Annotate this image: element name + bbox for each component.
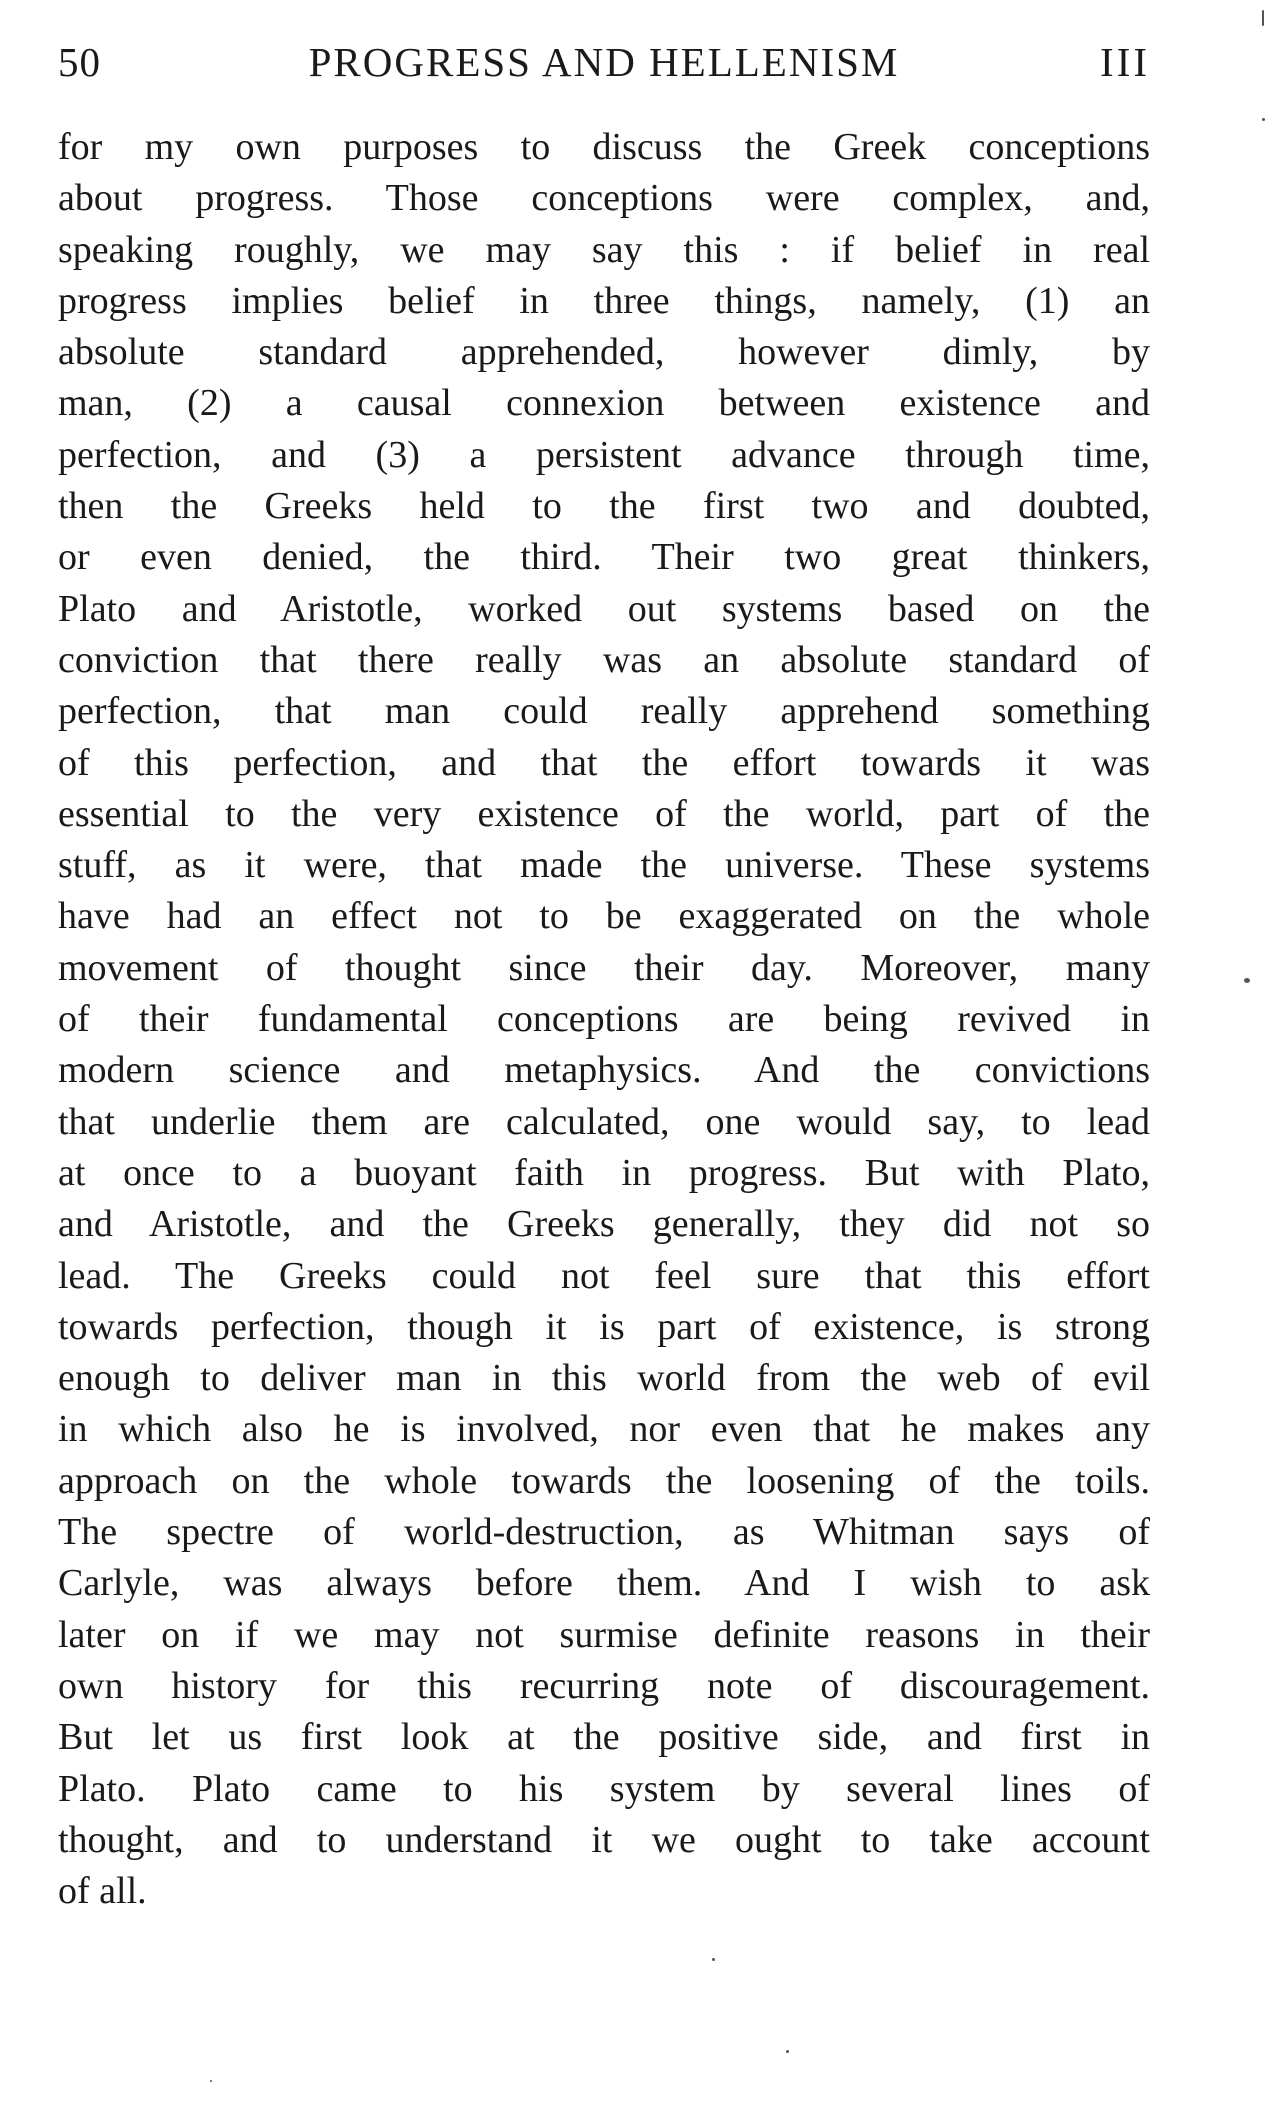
text-line: for my own purposes to discuss the Greek conceptions [58, 126, 1150, 168]
text-line: perfection, that man could really apprehend something [58, 690, 1150, 733]
text-line: Plato and Aristotle, worked out systems based on the [58, 587, 1150, 630]
page-number: 50 [58, 39, 101, 85]
text-line: Carlyle, was always before them. And I wish to ask [58, 1562, 1150, 1605]
text-line: about progress. Those conceptions were complex, and, [58, 177, 1150, 220]
text-line: then the Greeks held to the first two and doubted, [58, 485, 1150, 528]
text-line: perfection, and (3) a persistent advance through time, [58, 433, 1150, 476]
text-line: thought, and to understand it we ought to take account [58, 1818, 1150, 1861]
text-line: essential to the very existence of the world, part of the [58, 792, 1150, 835]
text-line: stuff, as it were, that made the universe. These systems [58, 844, 1150, 887]
text-line: in which also he is involved, nor even that he makes any [58, 1408, 1150, 1451]
text-line: movement of thought since their day. Moreover, many [58, 946, 1150, 989]
text-line: But let us first look at the positive side, and first in [58, 1716, 1150, 1759]
scan-speck [210, 2080, 212, 2082]
scan-speck [786, 2050, 789, 2053]
text-line: enough to deliver man in this world from the web of evil [58, 1357, 1150, 1400]
scan-speck [1262, 118, 1265, 121]
scan-speck [712, 1958, 715, 1961]
text-line: that underlie them are calculated, one would say, to lead [58, 1100, 1150, 1143]
text-line: towards perfection, though it is part of existence, is strong [58, 1305, 1150, 1348]
text-line: The spectre of world-destruction, as Whitman says of [58, 1511, 1150, 1554]
text-line: at once to a buoyant faith in progress. But with Plato, [58, 1151, 1150, 1194]
text-line: own history for this recurring note of discouragement. [58, 1664, 1150, 1707]
text-line: or even denied, the third. Their two great thinkers, [58, 536, 1150, 579]
text-line: and Aristotle, and the Greeks generally, they did not so [58, 1203, 1150, 1246]
text-line: of this perfection, and that the effort towards it was [58, 741, 1150, 784]
text-line: lead. The Greeks could not feel sure that this effort [58, 1254, 1150, 1297]
running-title: PROGRESS AND HELLENISM [308, 39, 900, 85]
chapter-numeral: III [1100, 39, 1150, 85]
text-line: speaking roughly, we may say this : if belief in real [58, 228, 1150, 271]
text-line: conviction that there really was an absolute standard of [58, 638, 1150, 681]
text-line: progress implies belief in three things, namely, (1) an [58, 279, 1150, 322]
scan-speck [1244, 978, 1250, 983]
body-paragraph [58, 122, 1150, 1917]
running-head [58, 38, 1150, 98]
text-line: Plato. Plato came to his system by several lines of [58, 1767, 1150, 1810]
scan-speck [1262, 10, 1264, 26]
text-line: man, (2) a causal connexion between existence and [58, 382, 1150, 425]
text-line: absolute standard apprehended, however dimly, by [58, 331, 1150, 374]
text-line-last: of all. [58, 1870, 147, 1913]
text-line: modern science and metaphysics. And the convictions [58, 1049, 1150, 1092]
text-line: later on if we may not surmise definite reasons in their [58, 1613, 1150, 1656]
text-line: of their fundamental conceptions are being revived in [58, 998, 1150, 1041]
text-line: have had an effect not to be exaggerated on the whole [58, 895, 1150, 938]
text-line: approach on the whole towards the loosening of the toils. [58, 1459, 1150, 1502]
